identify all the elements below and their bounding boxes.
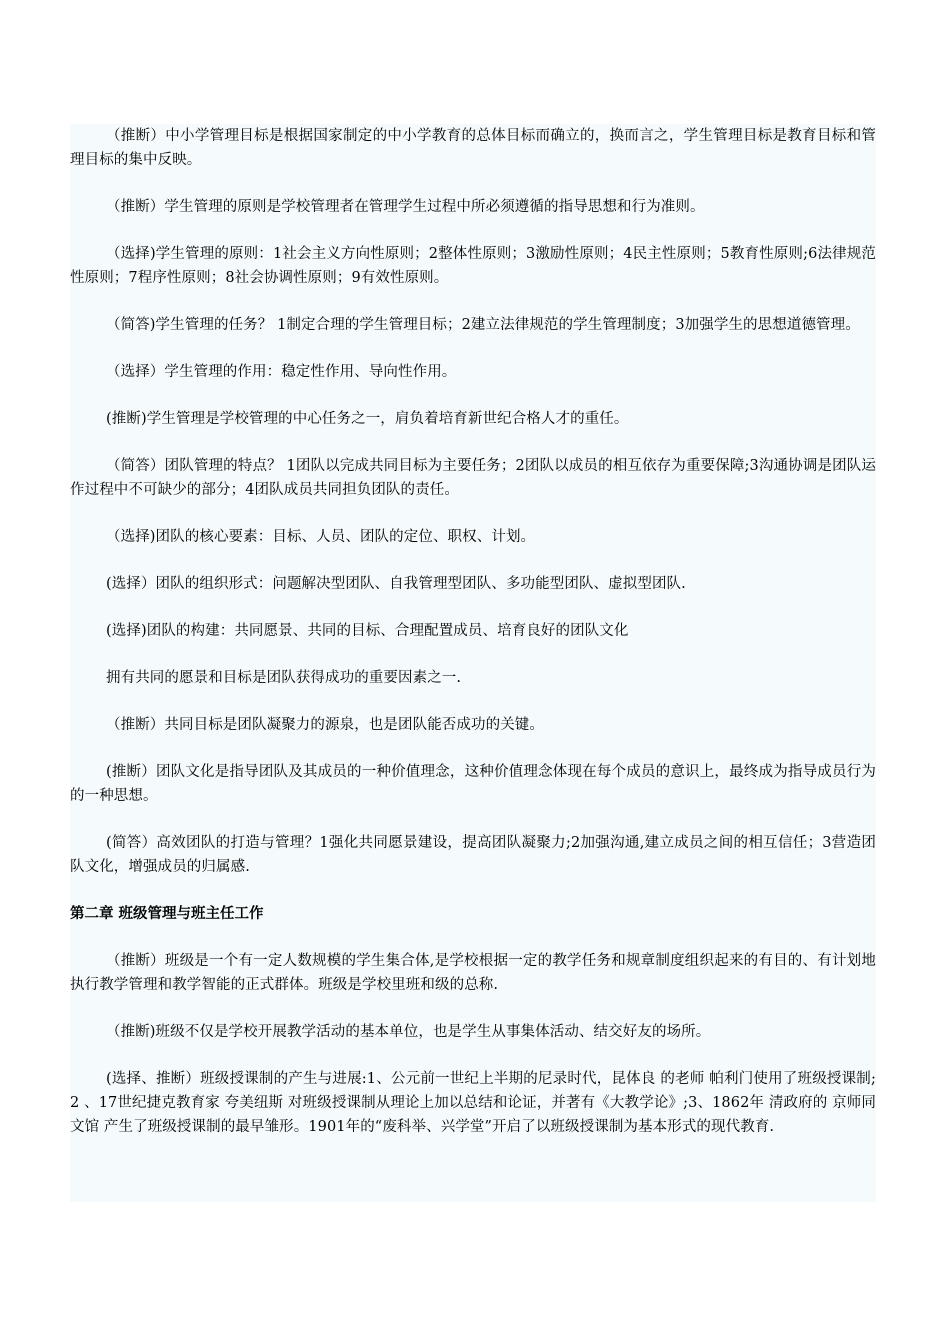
paragraph: （选择)团队的核心要素：目标、人员、团队的定位、职权、计划。 <box>106 529 536 545</box>
paragraph: （推断)班级不仅是学校开展教学活动的基本单位，也是学生从事集体活动、结交好友的场所。 <box>106 1024 711 1040</box>
paragraph: (选择)团队的构建：共同愿景、共同的目标、合理配置成员、培育良好的团队文化 <box>106 623 629 639</box>
document-body <box>70 124 876 1202</box>
paragraph: （推断）共同目标是团队凝聚力的源泉，也是团队能否成功的关键。 <box>106 717 544 733</box>
chapter-heading: 第二章 班级管理与班主任工作 <box>70 906 264 922</box>
paragraph: （简答）团队管理的特点？ 1团队以完成共同目标为主要任务；2团队以成员的相互依存为重要保障;3沟通协调是团队运作过程中不可缺少的部分；4团队成员共同担负团队的责任。 <box>70 458 876 498</box>
paragraph: （选择)学生管理的原则：1社会主义方向性原则；2整体性原则；3激励性原则；4民主性原则；5教育性原则;6法律规范性原则；7程序性原则；8社会协调性原则；9有效性原则。 <box>70 246 876 286</box>
paragraph: 拥有共同的愿景和目标是团队获得成功的重要因素之一. <box>106 670 462 686</box>
paragraph: （推断）学生管理的原则是学校管理者在管理学生过程中所必须遵循的指导思想和行为准则。 <box>106 199 705 215</box>
paragraph: (选择）团队的组织形式：问题解决型团队、自我管理型团队、多功能型团队、虚拟型团队. <box>106 576 686 592</box>
paragraph: (简答）高效团队的打造与管理？1强化共同愿景建设，提高团队凝聚力;2加强沟通,建立成员之间的相互信任；3营造团队文化，增强成员的归属感. <box>70 835 876 875</box>
paragraph: （推断）班级是一个有一定人数规模的学生集合体,是学校根据一定的教学任务和规章制度组织起来的有目的、有计划地执行教学管理和教学智能的正式群体。班级是学校里班和级的总称. <box>70 953 876 993</box>
paragraph: (推断）团队文化是指导团队及其成员的一种价值理念，这种价值理念体现在每个成员的意识上，最终成为指导成员行为的一种思想。 <box>70 764 876 804</box>
paragraph: （选择）学生管理的作用：稳定性作用、导向性作用。 <box>106 364 457 380</box>
paragraph: (选择、推断）班级授课制的产生与进展:1、公元前一世纪上半期的尼录时代，昆体良 的老师 帕利门使用了班级授课制;2 、17世纪捷克教育家 夸美纽斯 对班级授课制从理论上加以总结和论证，并著有《大教学论》;3、1862年 清政府的 京师同文馆 产生了班级授课制的最早雏形。1901年的“废科举、兴学堂”开启了以班级授课制为基本形式的现代教育. <box>70 1071 876 1135</box>
paragraph: (推断)学生管理是学校管理的中心任务之一，肩负着培育新世纪合格人才的重任。 <box>106 411 629 427</box>
paragraph: （推断）中小学管理目标是根据国家制定的中小学教育的总体目标而确立的，换而言之，学生管理目标是教育目标和管理目标的集中反映。 <box>70 128 876 168</box>
paragraph: （简答)学生管理的任务？ 1制定合理的学生管理目标；2建立法律规范的学生管理制度；3加强学生的思想道德管理。 <box>106 317 860 333</box>
